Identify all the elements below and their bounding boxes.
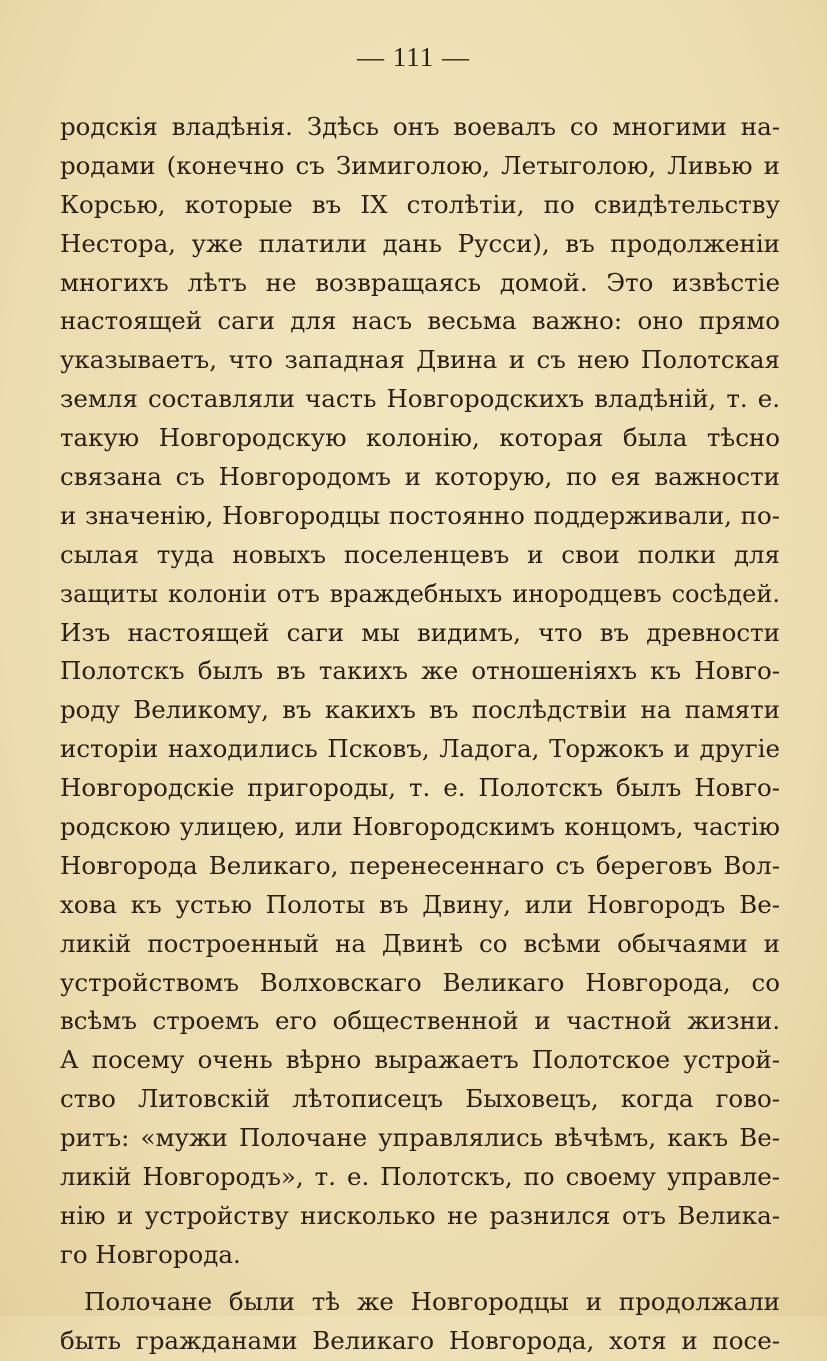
text-line: настоящей саги для насъ весьма важно: оно прямо: [60, 306, 780, 336]
text-line: связана съ Новгородомъ и которую, по ея важности: [60, 462, 780, 492]
page-number: — 111 —: [357, 42, 470, 72]
text-line: многихъ лѣтъ не возвращаясь домой. Это извѣстіе: [60, 267, 780, 297]
text-line: устройствомъ Волховскаго Великаго Новгорода, со: [60, 967, 780, 997]
text-line: Полочане были тѣ же Новгородцы и продолжали: [84, 1286, 780, 1316]
text-line: ликій Новгородъ», т. е. Полотскъ, по своему управле-: [60, 1162, 780, 1192]
text-line: нію и устройству нисколько не разнился отъ Велика-: [60, 1200, 780, 1230]
paragraph-2-continued: [60, 1322, 780, 1361]
text-line: ликій построенный на Двинѣ со всѣми обычаями и: [60, 928, 780, 958]
text-line: Изъ настоящей саги мы видимъ, что въ древности: [60, 617, 780, 647]
text-line: сылая туда новыхъ поселенцевъ и свои полки для: [60, 539, 780, 569]
text-line: и значенію, Новгородцы постоянно поддерживали, по-: [60, 500, 780, 530]
text-line: родскою улицею, или Новгородскимъ концомъ, частію: [60, 812, 780, 842]
text-line: такую Новгородскую колонію, которая была тѣсно: [60, 423, 780, 453]
text-line: быть гражданами Великаго Новгорода, хотя и посе-: [60, 1325, 780, 1355]
text-line: родами (конечно съ Зимиголою, Летыголою, Ливью и: [60, 150, 780, 180]
text-line: всѣмъ строемъ его общественной и частной жизни.: [60, 1006, 780, 1036]
text-line: Нестора, уже платили дань Русси), въ продолженіи: [60, 228, 780, 258]
text-line: земля составляли часть Новгородскихъ владѣній, т. е.: [60, 384, 780, 414]
text-line: Новгорода Великаго, перенесеннаго съ береговъ Вол-: [60, 850, 780, 880]
text-line: указываетъ, что западная Двина и съ нею Полотская: [60, 345, 780, 375]
text-line: ство Литовскій лѣтописецъ Быховецъ, когда гово-: [60, 1084, 780, 1114]
text-line: Корсью, которые въ IX столѣтіи, по свидѣтельству: [60, 189, 780, 219]
text-line: Полотскъ былъ въ такихъ же отношеніяхъ къ Новго-: [60, 656, 780, 686]
text-line: ритъ: «мужи Полочане управлялись вѣчѣмъ, какъ Ве-: [60, 1123, 780, 1153]
text-line: А посему очень вѣрно выражаетъ Полотское устрой-: [60, 1045, 780, 1075]
text-line: родскія владѣнія. Здѣсь онъ воевалъ со многими на-: [60, 112, 780, 141]
body-text: [60, 108, 780, 1361]
text-line: Новгородскіе пригороды, т. е. Полотскъ былъ Новго-: [60, 773, 780, 803]
text-line: роду Великому, въ какихъ въ послѣдствіи на памяти: [60, 695, 780, 725]
text-line: исторіи находились Псковъ, Ладога, Торжокъ и другіе: [60, 734, 780, 764]
text-line: го Новгорода.: [60, 1239, 241, 1269]
text-line: хова къ устью Полоты въ Двину, или Новгородъ Ве-: [60, 889, 780, 919]
text-line: защиты колоніи отъ враждебныхъ инородцевъ сосѣдей.: [60, 579, 780, 608]
paragraph-1: [60, 108, 780, 1275]
